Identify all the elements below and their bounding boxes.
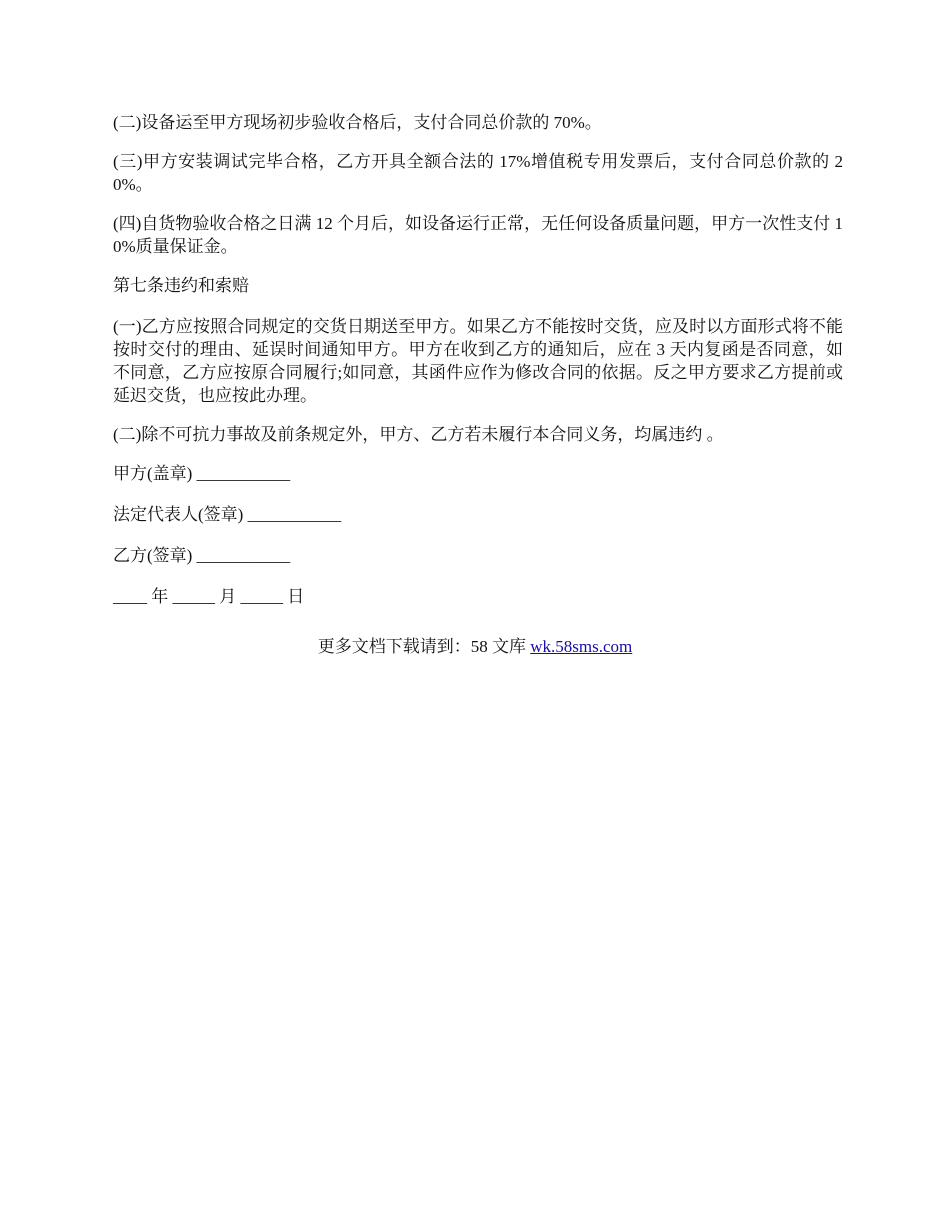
footer — [0, 635, 950, 658]
paragraph-payment-70: (二)设备运至甲方现场初步验收合格后，支付合同总价款的 70%。 — [113, 113, 602, 132]
date-line: ____ 年 _____ 月 _____ 日 — [113, 587, 305, 606]
paragraph-breach-definition: (二)除不可抗力事故及前条规定外，甲方、乙方若未履行本合同义务，均属违约 。 — [113, 425, 724, 444]
footer-text: 更多文档下载请到：58 文库 — [317, 637, 531, 656]
paragraph-delivery-terms: (一)乙方应按照合同规定的交货日期送至甲方。如果乙方不能按时交货，应及时以方面形式将不能按时交付的理由、延误时间通知甲方。甲方在收到乙方的通知后，应在 3 天内复函是否同意，如不同意，乙方应按原合同履行;如同意，其函件应作为修改合同的依据。反之甲方要求乙方提前或延迟交货，也应按此办理。 — [113, 317, 843, 405]
signature-line-legal-rep: 法定代表人(签章) ___________ — [113, 505, 342, 524]
footer-link[interactable]: wk.58sms.com — [530, 637, 633, 656]
section-heading-breach: 第七条违约和索赔 — [113, 276, 249, 295]
signature-line-party-b: 乙方(签章) ___________ — [113, 546, 291, 565]
paragraph-payment-20: (三)甲方安装调试完毕合格，乙方开具全额合法的 17%增值税专用发票后，支付合同总价款的 20%。 — [113, 152, 843, 194]
paragraph-payment-10: (四)自货物验收合格之日满 12 个月后，如设备运行正常，无任何设备质量问题，甲方一次性支付 10%质量保证金。 — [113, 214, 843, 256]
signature-line-party-a: 甲方(盖章) ___________ — [113, 464, 291, 483]
document-body — [113, 111, 843, 626]
